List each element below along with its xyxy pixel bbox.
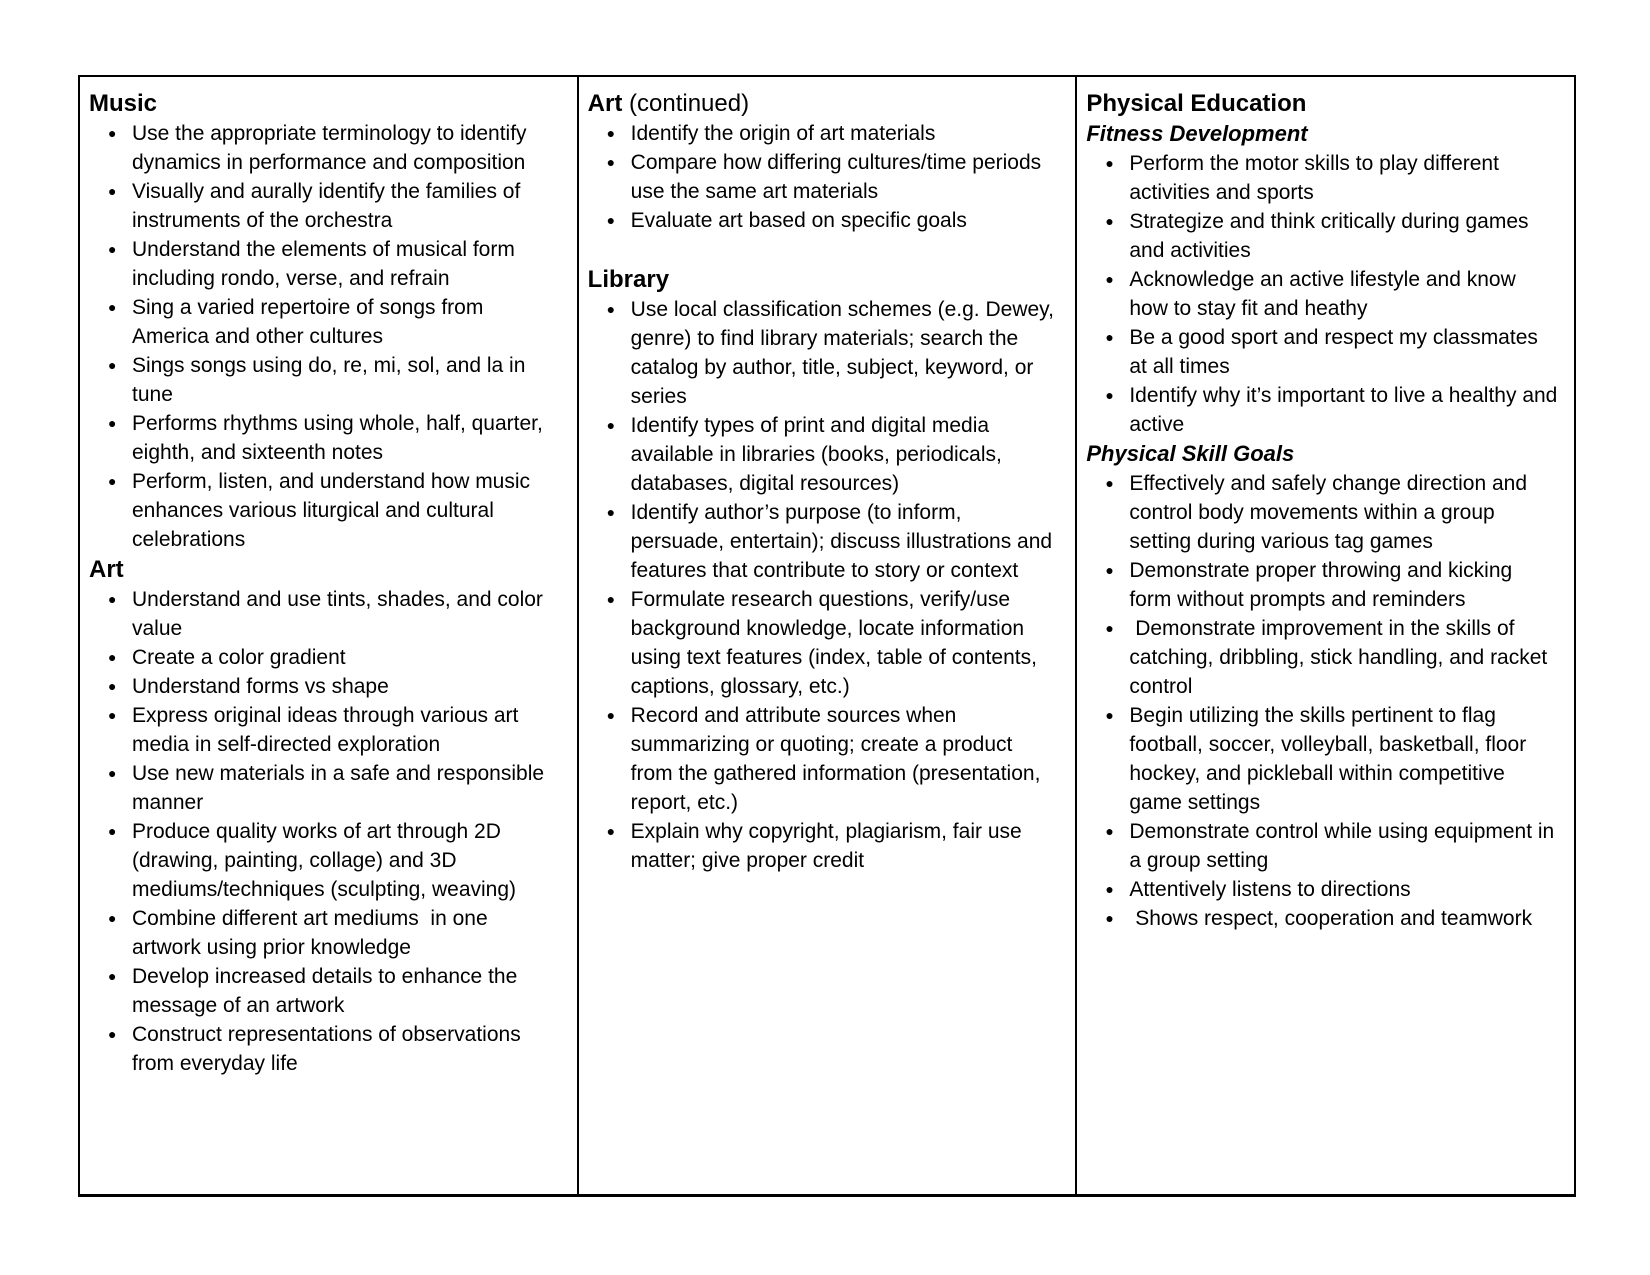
bullet-item: ● Use the appropriate terminology to identify dynamics in performance and composition (89, 119, 563, 177)
table-cell-1 (80, 77, 577, 1194)
bullet-item: ● Demonstrate improvement in the skills of catching, dribbling, stick handling, and racket control (1086, 614, 1560, 701)
bullet-item: ● Express original ideas through various art media in self-directed exploration (89, 701, 563, 759)
bullet-item: ● Understand the elements of musical form including rondo, verse, and refrain (89, 235, 563, 293)
section-physical-education (1086, 88, 1560, 119)
section-subtitle-physical-skill-goals: Physical Skill Goals (1086, 441, 1295, 466)
bullet-list (588, 295, 1062, 875)
bullet-item: ● Develop increased details to enhance the message of an artwork (89, 962, 563, 1020)
section-music (89, 88, 563, 554)
bullet-item: ● Identify why it’s important to live a healthy and active (1086, 381, 1560, 439)
bullet-item: ● Begin utilizing the skills pertinent to flag football, soccer, volleyball, basketball, floor hockey, and pickleball within competitive game settings (1086, 701, 1560, 817)
section-subtitle-fitness-development: Fitness Development (1086, 121, 1308, 146)
curriculum-table (78, 75, 1576, 1197)
section-title-art (89, 554, 563, 585)
bullet-item: ● Be a good sport and respect my classmates at all times (1086, 323, 1560, 381)
bullet-item: ● Sing a varied repertoire of songs from America and other cultures (89, 293, 563, 351)
section-title-physical-education (1086, 88, 1560, 119)
bullet-item: ● Understand and use tints, shades, and color value (89, 585, 563, 643)
bullet-list (1086, 469, 1560, 933)
bullet-item: ● Use local classification schemes (e.g. Dewey, genre) to find library materials; search the catalog by author, title, subject, keyword, or series (588, 295, 1062, 411)
bullet-list (1086, 149, 1564, 439)
section-art (89, 554, 563, 1078)
bullet-item: ● Compare how differing cultures/time periods use the same art materials (588, 148, 1062, 206)
bullet-item: ● Construct representations of observations from everyday life (89, 1020, 563, 1078)
section-title-art (588, 88, 1062, 119)
table-cell-3 (1075, 77, 1574, 1194)
section-art (588, 88, 1062, 235)
section-title-text: Physical Education (1086, 90, 1307, 117)
bullet-item: ● Combine different art mediums in one artwork using prior knowledge (89, 904, 563, 962)
bullet-list (588, 119, 1062, 235)
bullet-item: ● Visually and aurally identify the families of instruments of the orchestra (89, 177, 563, 235)
bullet-item: ● Attentively listens to directions (1086, 875, 1560, 904)
table-cell-2 (577, 77, 1076, 1194)
bullet-item: ● Shows respect, cooperation and teamwork (1086, 904, 1560, 933)
section-title-text: Music (89, 90, 158, 117)
section-library (588, 264, 1062, 875)
bullet-item: ● Perform, listen, and understand how music enhances various liturgical and cultural celebrations (89, 467, 563, 554)
bullet-item: ● Perform the motor skills to play different activities and sports (1086, 149, 1560, 207)
bullet-item: ● Use new materials in a safe and responsible manner (89, 759, 563, 817)
bullet-item: ● Demonstrate proper throwing and kicking form without prompts and reminders (1086, 556, 1560, 614)
bullet-item: ● Record and attribute sources when summarizing or quoting; create a product from the gathered information (presentation, report, etc.) (588, 701, 1062, 817)
bullet-item: ● Explain why copyright, plagiarism, fair use matter; give proper credit (588, 817, 1062, 875)
bullet-item: ● Performs rhythms using whole, half, quarter, eighth, and sixteenth notes (89, 409, 563, 467)
bullet-item: ● Identify types of print and digital media available in libraries (books, periodicals, databases, digital resources) (588, 411, 1062, 498)
bullet-item: ● Evaluate art based on specific goals (588, 206, 1062, 235)
section-title-text: Art (587, 90, 623, 117)
bullet-item: ● Effectively and safely change direction and control body movements within a group setting during various tag games (1086, 469, 1560, 556)
bullet-item: ● Sings songs using do, re, mi, sol, and la in tune (89, 351, 563, 409)
section-title-text: Art (89, 556, 124, 583)
section-title-music (89, 88, 563, 119)
section-fitness-development (1086, 119, 1564, 439)
bullet-item: ● Identify author’s purpose (to inform, persuade, entertain); discuss illustrations and features that contribute to story or context (588, 498, 1062, 585)
bullet-list (89, 119, 563, 554)
bullet-item: ● Understand forms vs shape (89, 672, 563, 701)
section-title-library (588, 264, 1062, 295)
bullet-item: ● Acknowledge an active lifestyle and know how to stay fit and heathy (1086, 265, 1560, 323)
section-title-suffix: (continued) (629, 90, 750, 117)
bullet-item: ● Create a color gradient (89, 643, 563, 672)
section-title-text: Library (587, 266, 670, 293)
bullet-item: ● Demonstrate control while using equipment in a group setting (1086, 817, 1560, 875)
bullet-item: ● Identify the origin of art materials (588, 119, 1062, 148)
bullet-item: ● Produce quality works of art through 2D (drawing, painting, collage) and 3D mediums/techniques (sculpting, weaving) (89, 817, 563, 904)
bullet-item: ● Strategize and think critically during games and activities (1086, 207, 1560, 265)
bullet-item: ● Formulate research questions, verify/use background knowledge, locate information using text features (index, table of contents, captions, glossary, etc.) (588, 585, 1062, 701)
section-physical-skill-goals (1086, 439, 1560, 933)
bullet-list (89, 585, 563, 1078)
